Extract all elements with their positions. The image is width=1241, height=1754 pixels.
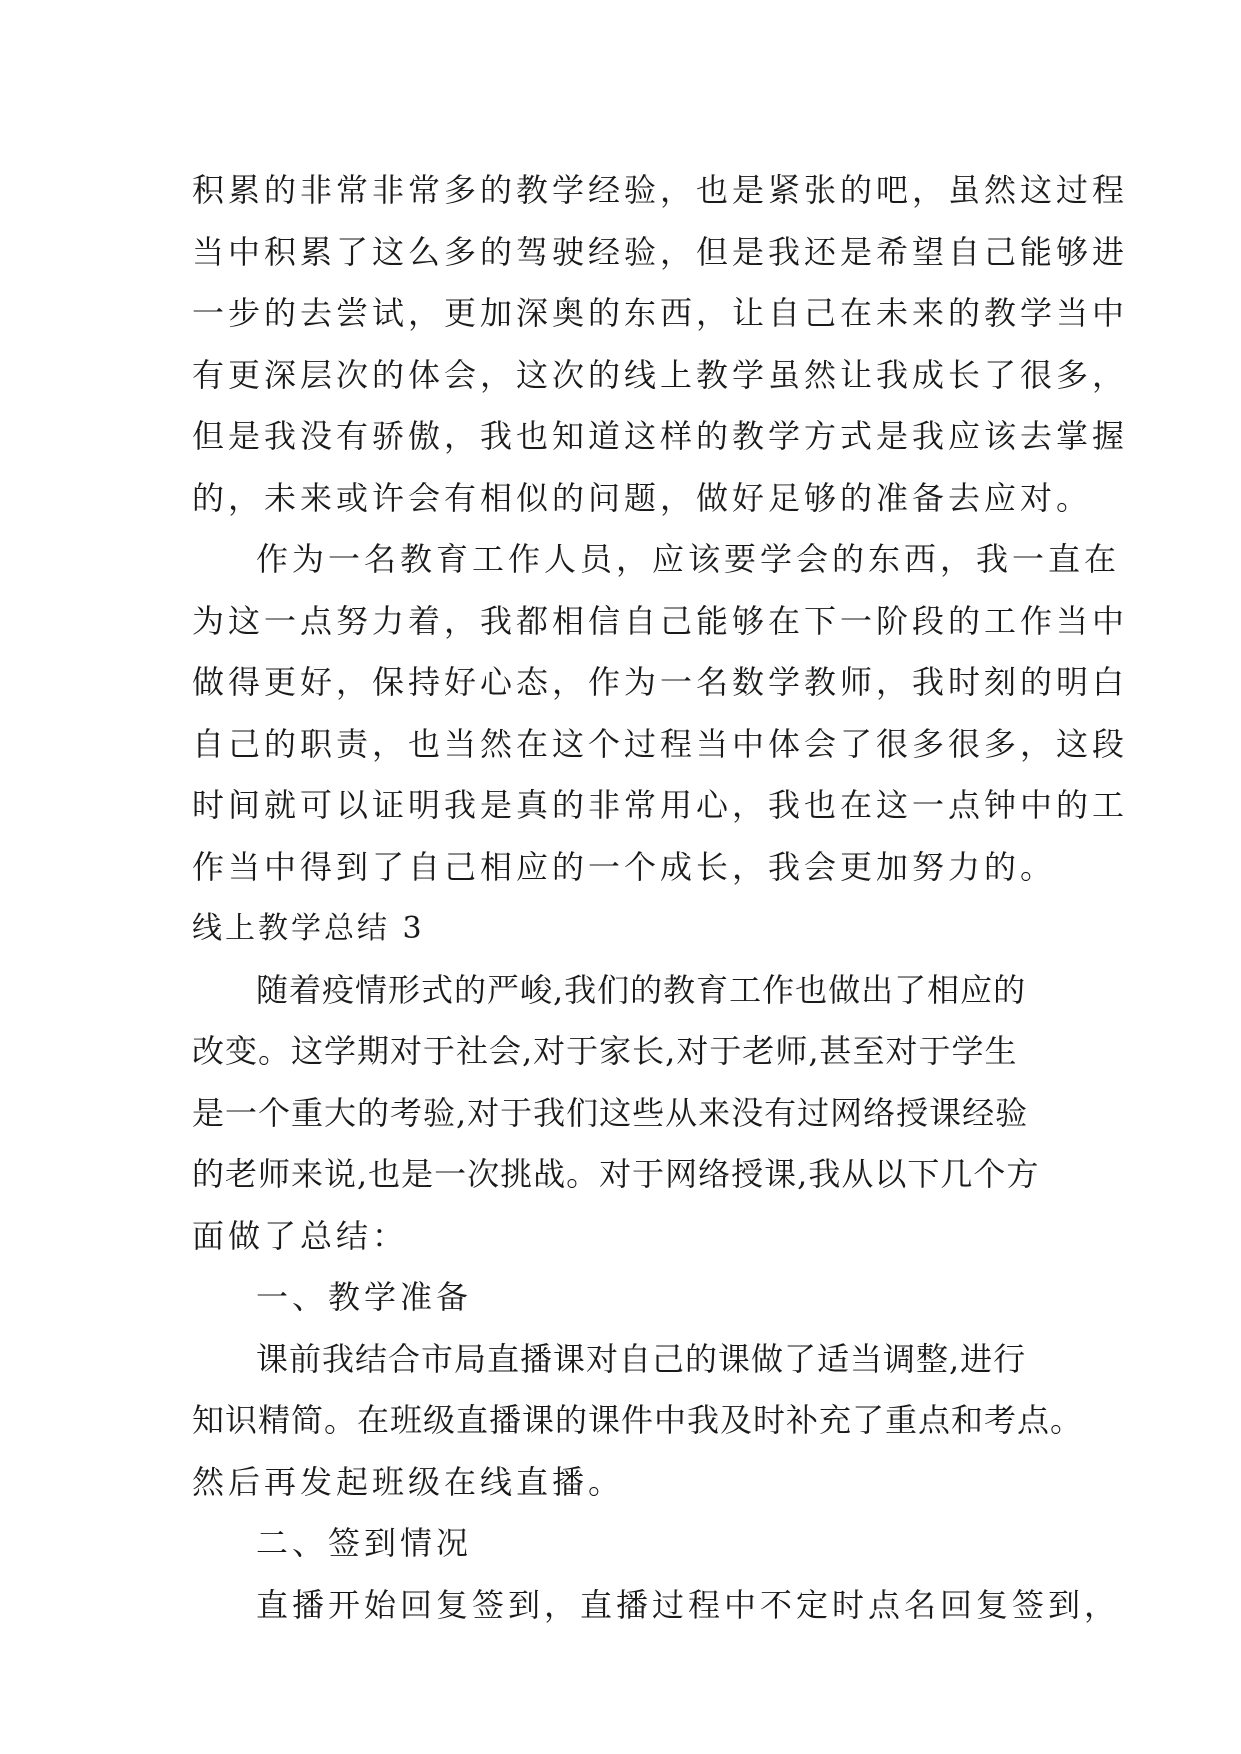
text-line: 改变。这学期对于社会,对于家长,对于老师,甚至对于学生 <box>192 1032 1018 1070</box>
text-line: 知识精简。在班级直播课的课件中我及时补充了重点和考点。 <box>192 1401 1084 1439</box>
text-line: 但是我没有骄傲，我也知道这样的教学方式是我应该去掌握 <box>192 417 1129 455</box>
paragraph-start-line: 作为一名教育工作人员，应该要学会的东西，我一直在 <box>256 540 1121 578</box>
subsection-heading: 一、教学准备 <box>256 1278 473 1316</box>
text-line: 的老师来说,也是一次挑战。对于网络授课,我从以下几个方 <box>192 1155 1040 1193</box>
paragraph-start-line: 随着疫情形式的严峻,我们的教育工作也做出了相应的 <box>256 970 1027 1009</box>
text-line: 时间就可以证明我是真的非常用心，我也在这一点钟中的工 <box>192 786 1129 824</box>
text-line: 为这一点努力着，我都相信自己能够在下一阶段的工作当中 <box>192 601 1129 640</box>
text-line: 作当中得到了自己相应的一个成长，我会更加努力的。 <box>192 847 1057 886</box>
text-line: 积累的非常非常多的教学经验，也是紧张的吧，虽然这过程 <box>192 171 1129 209</box>
text-line: 面做了总结： <box>192 1216 409 1255</box>
paragraph-start-line: 直播开始回复签到，直播过程中不定时点名回复签到， <box>256 1585 1121 1624</box>
text-line: 做得更好，保持好心态，作为一名数学教师，我时刻的明白 <box>192 663 1129 701</box>
text-line: 然后再发起班级在线直播。 <box>192 1462 625 1501</box>
text-line: 是一个重大的考验,对于我们这些从来没有过网络授课经验 <box>192 1093 1029 1132</box>
text-line: 当中积累了这么多的驾驶经验，但是我还是希望自己能够进 <box>192 232 1129 271</box>
paragraph-start-line: 课前我结合市局直播课对自己的课做了适当调整,进行 <box>256 1339 1027 1378</box>
text-line: 自己的职责，也当然在这个过程当中体会了很多很多，这段 <box>192 724 1129 763</box>
text-line: 的，未来或许会有相似的问题，做好足够的准备去应对。 <box>192 478 1093 517</box>
document-body <box>192 160 1129 1636</box>
text-line: 有更深层次的体会，这次的线上教学虽然让我成长了很多， <box>192 355 1129 394</box>
subsection-heading: 二、签到情况 <box>256 1524 473 1562</box>
text-line: 一步的去尝试，更加深奥的东西，让自己在未来的教学当中 <box>192 294 1129 332</box>
section-heading: 线上教学总结 3 <box>192 911 425 946</box>
